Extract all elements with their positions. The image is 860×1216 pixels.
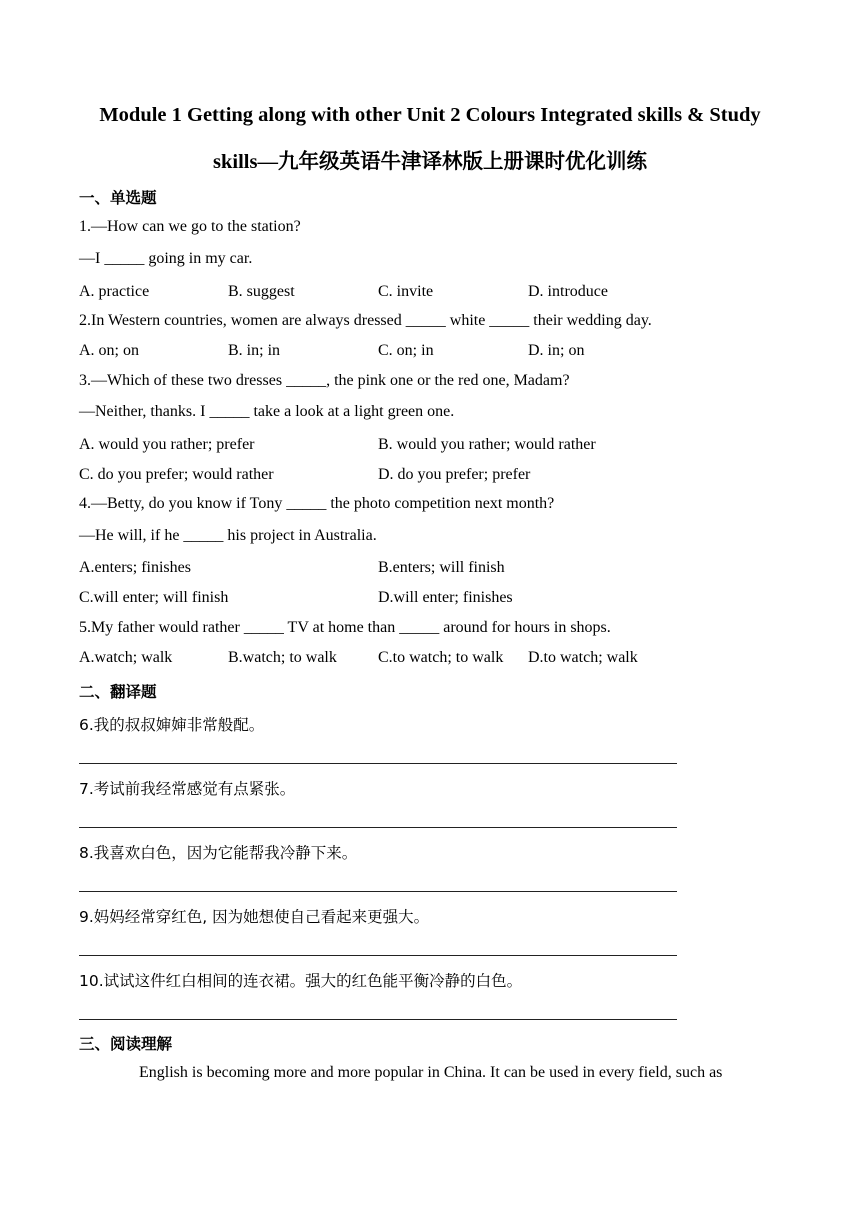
section-heading-translation: 二、翻译题 <box>79 683 157 701</box>
section-heading-single-choice: 一、单选题 <box>79 189 157 207</box>
question-3-option-c: C. do you prefer; would rather <box>79 466 274 483</box>
answer-line-9[interactable] <box>79 955 677 956</box>
question-1-option-c: C. invite <box>378 283 434 300</box>
answer-line-7[interactable] <box>79 827 677 828</box>
answer-line-8[interactable] <box>79 891 677 892</box>
translation-question-9: 9.妈妈经常穿红色, 因为她想使自己看起来更强大。 <box>79 908 430 926</box>
translation-question-10: 10.试试这件红白相间的连衣裙。强大的红色能平衡冷静的白色。 <box>79 972 523 990</box>
question-5-option-a: A.watch; walk <box>79 649 173 666</box>
document-title-line-2: skills—九年级英语牛津译林版上册课时优化训练 <box>213 151 647 173</box>
question-3-option-d: D. do you prefer; prefer <box>378 466 531 483</box>
reading-passage-first-line: English is becoming more and more popular in China. It can be used in every field, such as <box>139 1064 723 1081</box>
question-3-stem: 3.—Which of these two dresses _____, the pink one or the red one, Madam? <box>79 372 570 389</box>
document-title-line-1: Module 1 Getting along with other Unit 2 Colours Integrated skills & Study <box>99 104 761 126</box>
question-4-option-b: B.enters; will finish <box>378 559 505 576</box>
question-5-stem: 5.My father would rather _____ TV at home than _____ around for hours in shops. <box>79 619 611 636</box>
question-2-option-d: D. in; on <box>528 342 585 359</box>
question-4-option-c: C.will enter; will finish <box>79 589 229 606</box>
translation-question-7: 7.考试前我经常感觉有点紧张。 <box>79 780 296 798</box>
question-1-stem: 1.—How can we go to the station? <box>79 218 301 235</box>
question-2-option-b: B. in; in <box>228 342 281 359</box>
translation-question-6: 6.我的叔叔婶婶非常般配。 <box>79 716 265 734</box>
question-2-stem: 2.In Western countries, women are always dressed _____ white _____ their wedding day. <box>79 312 652 329</box>
translation-question-8: 8.我喜欢白色，因为它能帮我冷静下来。 <box>79 844 358 862</box>
question-2-option-c: C. on; in <box>378 342 434 359</box>
section-heading-reading: 三、阅读理解 <box>79 1035 173 1053</box>
question-4-option-a: A.enters; finishes <box>79 559 191 576</box>
question-3-option-b: B. would you rather; would rather <box>378 436 596 453</box>
question-5-option-c: C.to watch; to walk <box>378 649 504 666</box>
question-4-stem: 4.—Betty, do you know if Tony _____ the photo competition next month? <box>79 495 555 512</box>
question-1-option-a: A. practice <box>79 283 150 300</box>
answer-line-10[interactable] <box>79 1019 677 1020</box>
question-4-stem-reply: —He will, if he _____ his project in Australia. <box>79 527 377 544</box>
question-1-option-d: D. introduce <box>528 283 608 300</box>
question-2-option-a: A. on; on <box>79 342 139 359</box>
question-1-option-b: B. suggest <box>228 283 295 300</box>
question-3-stem-reply: —Neither, thanks. I _____ take a look at a light green one. <box>79 403 455 420</box>
question-5-option-b: B.watch; to walk <box>228 649 337 666</box>
question-5-option-d: D.to watch; walk <box>528 649 638 666</box>
question-1-stem-reply: —I _____ going in my car. <box>79 250 253 267</box>
question-3-option-a: A. would you rather; prefer <box>79 436 255 453</box>
answer-line-6[interactable] <box>79 763 677 764</box>
question-4-option-d: D.will enter; finishes <box>378 589 513 606</box>
